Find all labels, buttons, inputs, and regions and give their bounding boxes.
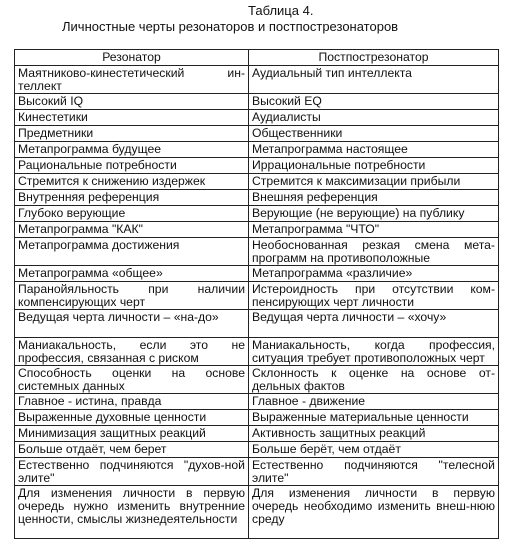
table-row <box>15 310 499 338</box>
cell-postpostresonator: Стремится к максимизации прибыли <box>249 174 499 190</box>
table-row <box>15 66 499 94</box>
table-row <box>15 238 499 266</box>
table-body <box>15 66 499 539</box>
traits-table <box>14 49 499 539</box>
cell-resonator: Больше отдаёт, чем берет <box>15 442 249 458</box>
cell-postpostresonator: Аудиалисты <box>249 110 499 126</box>
cell-resonator: Внутренняя референция <box>15 190 249 206</box>
cell-postpostresonator: Главное - движение <box>249 394 499 410</box>
table-row <box>15 266 499 282</box>
cell-resonator: Выраженные духовные ценности <box>15 410 249 426</box>
table-row <box>15 126 499 142</box>
table-row <box>15 222 499 238</box>
cell-postpostresonator: Ведущая черта личности – «хочу» <box>249 310 499 338</box>
table-row <box>15 426 499 442</box>
cell-postpostresonator: Активность защитных реакций <box>249 426 499 442</box>
cell-postpostresonator: Метапрограмма "ЧТО" <box>249 222 499 238</box>
table-row <box>15 338 499 366</box>
table-row <box>15 442 499 458</box>
cell-postpostresonator: Больше берёт, чем отдаёт <box>249 442 499 458</box>
cell-postpostresonator: Иррациональные потребности <box>249 158 499 174</box>
cell-postpostresonator: Естественно подчиняются "телесной элите" <box>249 458 499 486</box>
cell-postpostresonator: Общественники <box>249 126 499 142</box>
cell-resonator: Метапрограмма «общее» <box>15 266 249 282</box>
table-row <box>15 282 499 310</box>
cell-resonator: Способность оценки на основе системных данных <box>15 366 249 394</box>
cell-resonator: Предметники <box>15 126 249 142</box>
cell-resonator: Рациональные потребности <box>15 158 249 174</box>
table-row <box>15 190 499 206</box>
cell-postpostresonator: Метапрограмма настоящее <box>249 142 499 158</box>
table-header-row <box>15 50 499 66</box>
table-row <box>15 410 499 426</box>
table-row <box>15 486 499 539</box>
cell-resonator: Стремится к снижению издержек <box>15 174 249 190</box>
cell-resonator: Глубоко верующие <box>15 206 249 222</box>
cell-resonator: Ведущая черта личности – «на-до» <box>15 310 249 338</box>
table-row <box>15 94 499 110</box>
cell-resonator: Естественно подчиняются "духов-ной элите" <box>15 458 249 486</box>
cell-resonator: Для изменения личности в первую очередь нужно изменить внутренние ценности, смыслы жизнедеятельности <box>15 486 249 539</box>
cell-resonator: Метапрограмма "КАК" <box>15 222 249 238</box>
cell-resonator: Минимизация защитных реакций <box>15 426 249 442</box>
table-row <box>15 458 499 486</box>
cell-postpostresonator: Склонность к оценке на основе от-дельных фактов <box>249 366 499 394</box>
cell-postpostresonator: Необоснованная резкая смена мета-программ на противоположные <box>249 238 499 266</box>
cell-postpostresonator: Высокий EQ <box>249 94 499 110</box>
table-row <box>15 158 499 174</box>
table-row <box>15 394 499 410</box>
table-title: Личностные черты резонаторов и постпострезонаторов <box>62 19 399 34</box>
cell-postpostresonator: Маниакальность, когда профессия, ситуация требует противоположных черт <box>249 338 499 366</box>
column-header-postpostresonator: Постпострезонатор <box>249 50 499 66</box>
table-row <box>15 174 499 190</box>
cell-resonator: Маятниково-кинестетический ин-теллект <box>15 66 249 94</box>
cell-postpostresonator: Внешняя референция <box>249 190 499 206</box>
table-row <box>15 142 499 158</box>
cell-resonator: Метапрограмма достижения <box>15 238 249 266</box>
cell-resonator: Метапрограмма будущее <box>15 142 249 158</box>
cell-resonator: Высокий IQ <box>15 94 249 110</box>
cell-postpostresonator: Аудиальный тип интеллекта <box>249 66 499 94</box>
cell-postpostresonator: Верующие (не верующие) на публику <box>249 206 499 222</box>
cell-postpostresonator: Истероидность при отсутствии ком-пенсирующих черт личности <box>249 282 499 310</box>
cell-postpostresonator: Выраженные материальные ценности <box>249 410 499 426</box>
table-row <box>15 206 499 222</box>
cell-postpostresonator: Метапрограмма «различие» <box>249 266 499 282</box>
cell-resonator: Маниакальность, если это не профессия, связанная с риском <box>15 338 249 366</box>
table-number: Таблица 4. <box>248 3 314 18</box>
table-row <box>15 366 499 394</box>
table-row <box>15 110 499 126</box>
cell-resonator: Кинестетики <box>15 110 249 126</box>
column-header-resonator: Резонатор <box>15 50 249 66</box>
cell-resonator: Паранойяльность при наличии компенсирующих черт <box>15 282 249 310</box>
cell-resonator: Главное - истина, правда <box>15 394 249 410</box>
cell-postpostresonator: Для изменения личности в первую очередь необходимо изменить внеш-нюю среду <box>249 486 499 539</box>
